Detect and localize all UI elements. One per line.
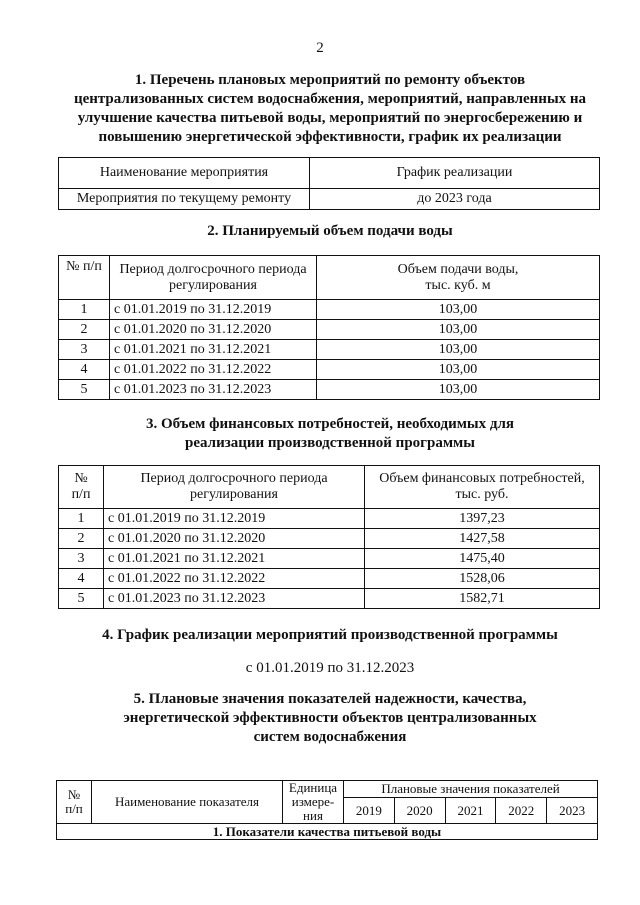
table-row (59, 509, 600, 529)
header-line: тыс. куб. м (425, 277, 491, 293)
section3-title-line: 3. Объем финансовых потребностей, необходимых для (145, 416, 515, 432)
table-header-cell: Плановые значения показателей (344, 781, 598, 798)
table-cell: с 01.01.2021 по 31.12.2021 (104, 549, 365, 569)
year-header-cell: 2021 (445, 798, 496, 824)
section1-title (40, 71, 620, 147)
table-cell: 103,00 (317, 320, 600, 340)
table-cell: 3 (59, 549, 104, 569)
table-group-row (57, 824, 598, 840)
section4-period: с 01.01.2019 по 31.12.2023 (245, 660, 415, 676)
section5-title-line: систем водоснабжения (253, 729, 407, 745)
table-row (59, 529, 600, 549)
table-row (59, 320, 600, 340)
table-header-cell: № п/п (59, 256, 110, 300)
table-cell: 1427,58 (365, 529, 600, 549)
table-cell: с 01.01.2020 по 31.12.2020 (110, 320, 317, 340)
table-cell: 1582,71 (365, 589, 600, 609)
table-cell: 1528,06 (365, 569, 600, 589)
header-line: п/п (71, 487, 91, 502)
year-header-cell: 2022 (496, 798, 547, 824)
table-cell: с 01.01.2022 по 31.12.2022 (104, 569, 365, 589)
table-cell: Мероприятия по текущему ремонту (59, 189, 310, 210)
table-cell: 3 (59, 340, 110, 360)
table-header-cell (365, 466, 600, 509)
table-header-cell (57, 781, 92, 824)
section3-table (58, 465, 600, 609)
header-line: № (74, 471, 88, 486)
table-cell: 5 (59, 589, 104, 609)
table-cell: 103,00 (317, 360, 600, 380)
table-cell: 1397,23 (365, 509, 600, 529)
section3-title-line: реализации производственной программы (185, 435, 475, 451)
table-cell: 1 (59, 509, 104, 529)
table-row (59, 360, 600, 380)
table-cell: до 2023 года (310, 189, 600, 210)
table-header-row (59, 158, 600, 189)
header-line: Объем финансовых потребностей, (379, 471, 585, 486)
table-header-row (57, 781, 598, 798)
section3-title (40, 415, 620, 453)
table-row (59, 189, 600, 210)
table-row (59, 589, 600, 609)
table-cell: 5 (59, 380, 110, 400)
header-line: Период долгосрочного периода (119, 261, 307, 277)
section1-title-line: централизованных систем водоснабжения, мероприятий, направленных на (73, 91, 587, 107)
header-line: измере- (291, 794, 335, 809)
section1-title-line: 1. Перечень плановых мероприятий по ремонту объектов (134, 72, 526, 88)
table-cell: с 01.01.2022 по 31.12.2022 (110, 360, 317, 380)
header-line: регулирования (190, 487, 278, 502)
table-cell: 2 (59, 529, 104, 549)
section2-table (58, 255, 600, 400)
section5-title (40, 690, 620, 747)
header-line: Объем подачи воды, (397, 261, 519, 277)
table-cell: с 01.01.2019 по 31.12.2019 (104, 509, 365, 529)
section4-title: 4. График реализации мероприятий производственной программы (102, 627, 558, 643)
table-header-row (59, 466, 600, 509)
header-line: регулирования (169, 277, 257, 293)
table-header-cell (283, 781, 344, 824)
section5-title-line: 5. Плановые значения показателей надежности, качества, (133, 691, 527, 707)
table-header-cell (104, 466, 365, 509)
table-cell: 4 (59, 569, 104, 589)
table-row (59, 380, 600, 400)
table-cell: с 01.01.2021 по 31.12.2021 (110, 340, 317, 360)
table-header-cell (317, 256, 600, 300)
section2-title: 2. Планируемый объем подачи воды (207, 223, 453, 239)
section1-title-line: улучшение качества питьевой воды, мероприятий по энергосбережению и (77, 110, 583, 126)
table-cell: 103,00 (317, 300, 600, 320)
header-line: ния (303, 808, 323, 823)
table-row (59, 340, 600, 360)
table-cell: 4 (59, 360, 110, 380)
table-cell: с 01.01.2023 по 31.12.2023 (110, 380, 317, 400)
header-line: п/п (65, 801, 83, 816)
year-header-cell: 2019 (344, 798, 395, 824)
table-cell: с 01.01.2019 по 31.12.2019 (110, 300, 317, 320)
table-header-row (59, 256, 600, 300)
year-header-cell: 2023 (547, 798, 598, 824)
table-header-cell: График реализации (310, 158, 600, 189)
table-cell: 1475,40 (365, 549, 600, 569)
table-row (59, 300, 600, 320)
table-row (59, 569, 600, 589)
header-line: № (67, 787, 81, 802)
table-cell: с 01.01.2020 по 31.12.2020 (104, 529, 365, 549)
table-cell: 103,00 (317, 340, 600, 360)
section5-table (56, 780, 598, 840)
table-cell: с 01.01.2023 по 31.12.2023 (104, 589, 365, 609)
group-row-cell: 1. Показатели качества питьевой воды (57, 824, 598, 840)
table-cell: 103,00 (317, 380, 600, 400)
header-line: Период долгосрочного периода (140, 471, 328, 486)
table-header-cell (59, 466, 104, 509)
table-cell: 2 (59, 320, 110, 340)
section5-title-line: энергетической эффективности объектов централизованных (123, 710, 537, 726)
table-cell: 1 (59, 300, 110, 320)
section1-table (58, 157, 600, 210)
year-header-cell: 2020 (394, 798, 445, 824)
header-line: Единица (288, 780, 338, 795)
header-line: тыс. руб. (455, 487, 509, 502)
page-number: 2 (316, 40, 324, 56)
table-header-cell: Наименование показателя (92, 781, 283, 824)
table-header-cell (110, 256, 317, 300)
table-header-cell: Наименование мероприятия (59, 158, 310, 189)
section1-title-line: повышению энергетической эффективности, график их реализации (98, 129, 562, 145)
table-row (59, 549, 600, 569)
